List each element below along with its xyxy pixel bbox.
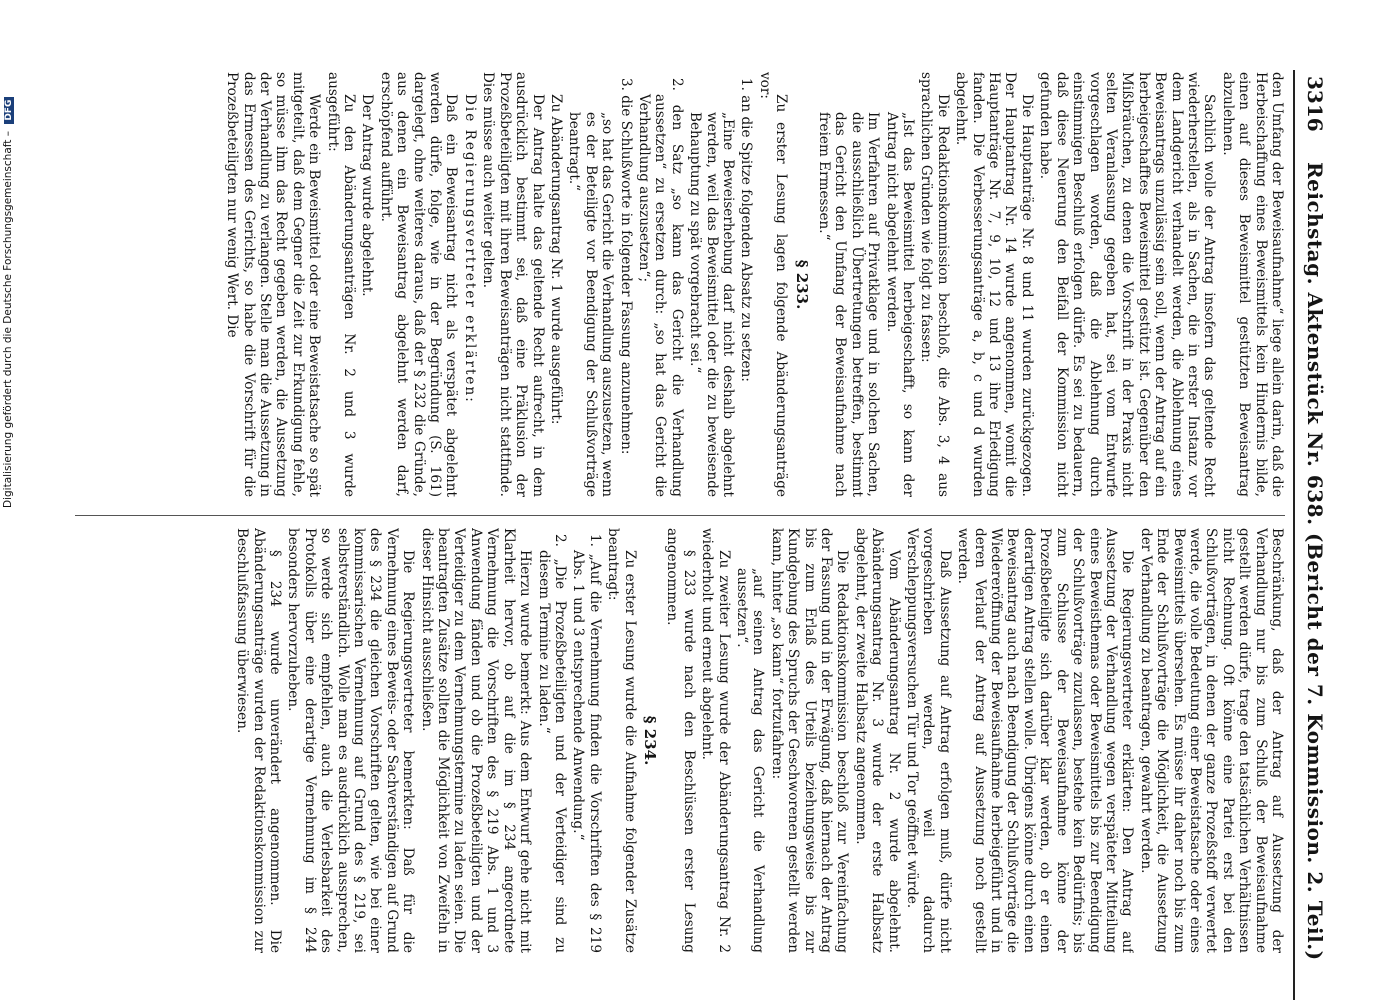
list-item: 1. an die Spitze folgenden Absatz zu setzen:: [738, 78, 755, 382]
paragraph: Vom Abänderungsantrag Nr. 2 wurde abgelehnt. Abänderungsantrag Nr. 3 wurde der erste Halbsatz abgelehnt, der zweite Halbsatz angenommen.: [852, 528, 902, 953]
digitization-credit: [2, 0, 20, 508]
paragraph: Zu erster Lesung wurde die Aufnahme folgender Zusätze beantragt:: [605, 528, 638, 953]
paragraph: Die Hauptanträge Nr. 8 und 11 wurden zurückgezogen. Der Hauptantrag Nr. 14 wurde angenommen, womit die Hauptanträge Nr. 7, 9, 10, 12 und 13 ihre Erledigung fanden. Die Verbesserungsanträge a, b, c und d wurden abgelehnt.: [953, 72, 1035, 497]
paragraph: Zu zweiter Lesung wurde der Abänderungsantrag Nr. 2 wiederholt und erneut abgelehnt.: [699, 528, 732, 953]
paragraph: Die Redaktionskommission beschloß, die Abs. 3, 4 aus sprachlichen Gründen wie folgt zu fassen:: [918, 72, 951, 497]
paragraph: Beschränkung, daß der Antrag auf Aussetzung der Verhandlung nur bis zum Schluß der Beweisaufnahme gestellt werden dürfe, trage den tatsächlichen Verhältnissen nicht Rechnung. Oft könne eine Partei erst bei den Schlußvorträgen, in denen der ganze Prozeßstoff verwertet werde, die volle Bedeutung einer Beweistatsache oder eines Beweismittels übersehen. Es müsse ihr daher noch bis zum Ende der Schlußvorträge die Möglichkeit, die Aussetzung der Verhandlung zu beantragen, gewahrt werden.: [1137, 528, 1285, 953]
header-title: Reichstag. Aktenstück Nr. 638. (Bericht der 7. Kommission. 2. Teil.): [1303, 162, 1327, 961]
column-divider: [75, 515, 1285, 516]
section-heading: § 233.: [792, 259, 811, 310]
paragraph: Der Antrag halte das geltende Recht aufrecht, in dem ausdrücklich bestimmt sei, daß eine Präklusion der Prozeßbeteiligten mit ihren Beweisanträgen nicht stattfinde. Dies müsse auch weiter gelten.: [480, 72, 546, 497]
paragraph: Werde ein Beweismittel oder eine Beweistatsache so spät mitgeteilt, daß dem Gegner die Zeit zur Erkundigung fehle, so müsse ihm das Recht gegeben werden, die Aussetzung der Verhandlung zu verlangen. Stelle man die Aussetzung in das Ermessen des Gerichts, so habe die Vorschrift für die Prozeßbeteiligten nur wenig Wert. Die: [224, 72, 323, 497]
list-item: 2. „Die Prozeßbeteiligten und der Verteidiger sind zu diesem Termine zu laden.“: [535, 534, 568, 953]
right-column: [75, 528, 1285, 953]
list-item: 1. „Auf die Vernehmung finden die Vorschriften des § 219 Abs. 1 und 3 entsprechende Anwendung.“: [570, 534, 603, 953]
credit-text: Digitalisierung gefördert durch die Deutsche Forschungsgemeinschaft –: [2, 131, 14, 508]
paragraph: § 234 wurde unverändert angenommen. Die Abänderungsanträge wurden der Redaktionskommission zur Beschlußfassung überwiesen.: [234, 528, 284, 953]
header-rule: [1293, 70, 1295, 1000]
paragraph: Zu erster Lesung lagen folgende Abänderungsanträge vor:: [756, 72, 790, 497]
paragraph: den Umfang der Beweisaufnahme“ liege allein darin, daß die Herbeischaffung eines Beweismittels kein Hindernis bilde, einen auf dieses Beweismittel gestützten Beweisantrag abzulehnen.: [1219, 72, 1285, 497]
quoted-text: „Ist das Beweismittel herbeigeschafft, so kann der Antrag nicht abgelehnt werden.: [883, 112, 917, 497]
quoted-text: „Eine Beweiserhebung darf nicht deshalb abgelehnt werden, weil das Beweismittel oder die zu beweisende Behauptung zu spät vorgebracht sei.“: [687, 112, 736, 497]
paragraph: Hierzu wurde bemerkt: Aus dem Entwurf gehe nicht mit Klarheit hervor, ob auf die im § 234 angeordnete Vernehmung die Vorschriften des § 219 Abs. 1 und 3 Anwendung fänden und ob die Prozeßbeteiligten und der Verteidiger zu dem Vernehmungstermine zu laden seien. Die beantragten Zusätze sollten die Möglichkeit von Zweifeln in dieser Hinsicht ausschließen.: [418, 528, 534, 953]
paragraph: Der Antrag wurde abgelehnt.: [359, 94, 376, 297]
paragraph: Die Redaktionskommission beschloß zur Vereinfachung der Fassung und in der Erwägung, daß hiernach der Antrag bis zum Erlaß des Urteils beziehungsweise bis zur Kundgebung des Spruchs der Geschworenen gestellt werden kann, hinter „so kann“ fortzufahren:: [768, 528, 851, 953]
scanned-sheet: [65, 70, 1335, 1000]
page-number: 3316: [1303, 76, 1327, 132]
running-header: [1291, 70, 1335, 1000]
paragraph: Die Regierungsvertreter bemerkten: Daß für die Vernehmung eines Beweis- oder Sachverständigen auf Grund des § 234 die gleichen Vorschriften gelten, wie bei einer kommissarischen Vernehmung auf Grund des § 219, sei selbstverständlich. Wolle man es ausdrücklich aussprechen, so werde sich empfehlen, auch die Verlesbarkeit des Protokolls über eine derartige Vernehmung im § 244 besonders hervorzuheben.: [285, 528, 417, 953]
paragraph: § 233 wurde nach den Beschlüssen erster Lesung angenommen.: [664, 528, 697, 953]
list-item: 2. den Satz „so kann das Gericht die Verhandlung aussetzen“ zu ersetzen durch: „so hat das Gericht die Verhandlung auszusetzen“;: [635, 78, 685, 497]
paragraph: Daß ein Beweisantrag nicht als verspätet abgelehnt werden dürfe, folge, wie in der Begründung (S. 161) dargelegt, ohne weiteres daraus, daß der § 232 die Gründe, aus denen ein Beweisantrag abgelehnt werden darf, erschöpfend aufführt.: [377, 72, 460, 497]
list-item: 3. die Schlußworte in folgender Fassung anzunehmen:: [617, 78, 634, 455]
paragraph: Die Regierungsvertreter erklärten:: [461, 94, 478, 404]
section-heading: § 234.: [640, 715, 659, 766]
left-column: [75, 72, 1285, 497]
paragraph: Die Regierungsvertreter erklärten: Den Antrag auf Aussetzung der Verhandlung wegen verspäteter Mitteilung eines Beweisthemas oder Beweismittels bis zur Beendigung der Schlußvorträge zuzulassen, bestehe kein Bedürfnis; bis zum Schlusse der Beweisaufnahme könne der Prozeßbeteiligte sich darüber klar werden, ob er einen derartigen Antrag stellen wolle. Übrigens könne durch einen Beweisantrag auch nach Beendigung der Schlußvorträge die Wiedereröffnung der Beweisaufnahme herbeigeführt und in deren Verlauf der Antrag auf Aussetzung noch gestellt werden.: [955, 528, 1136, 953]
dfg-logo: DFG: [4, 97, 14, 124]
quoted-text: Im Verfahren auf Privatklage und in solchen Sachen, die ausschließlich Übertretungen betreffen, bestimmt das Gericht den Umfang der Beweisaufnahme nach freiem Ermessen.“: [816, 112, 882, 497]
paragraph: Zu den Abänderungsanträgen Nr. 2 und 3 wurde ausgeführt:: [324, 72, 358, 497]
paragraph: Sachlich wolle der Antrag insofern das geltende Recht wiederherstellen, als in Sachen, die in erster Instanz vor dem Landgericht verhandelt werden, die Ablehnung eines Beweisantrags unzulässig sein soll, wenn der Antrag auf ein herbeigeschafftes Beweismittel gestützt ist. Gegenüber den Mißbräuchen, zu denen die Vorschrift in der Praxis nicht selten Veranlassung gegeben hat, sei vom Entwurfe vorgeschlagen worden, daß die Ablehnung durch einstimmigen Beschluß erfolgen dürfe. Es sei zu bedauern, daß diese Neuerung den Beifall der Kommission nicht gefunden habe.: [1037, 72, 1218, 497]
paragraph: Zu Abänderungsantrag Nr. 1 wurde ausgeführt:: [547, 94, 564, 425]
quoted-text: „so hat das Gericht die Verhandlung auszusetzen, wenn es der Beteiligte vor Beendigung der Schlußvorträge beantragt.“: [566, 112, 616, 497]
quoted-text: „auf seinen Antrag das Gericht die Verhandlung aussetzen“.: [734, 568, 767, 953]
paragraph: Daß Aussetzung auf Antrag erfolgen muß, dürfe nicht vorgeschrieben werden, weil dadurch Verschleppungsversuchen Tür und Tor geöffnet würde.: [904, 528, 953, 953]
